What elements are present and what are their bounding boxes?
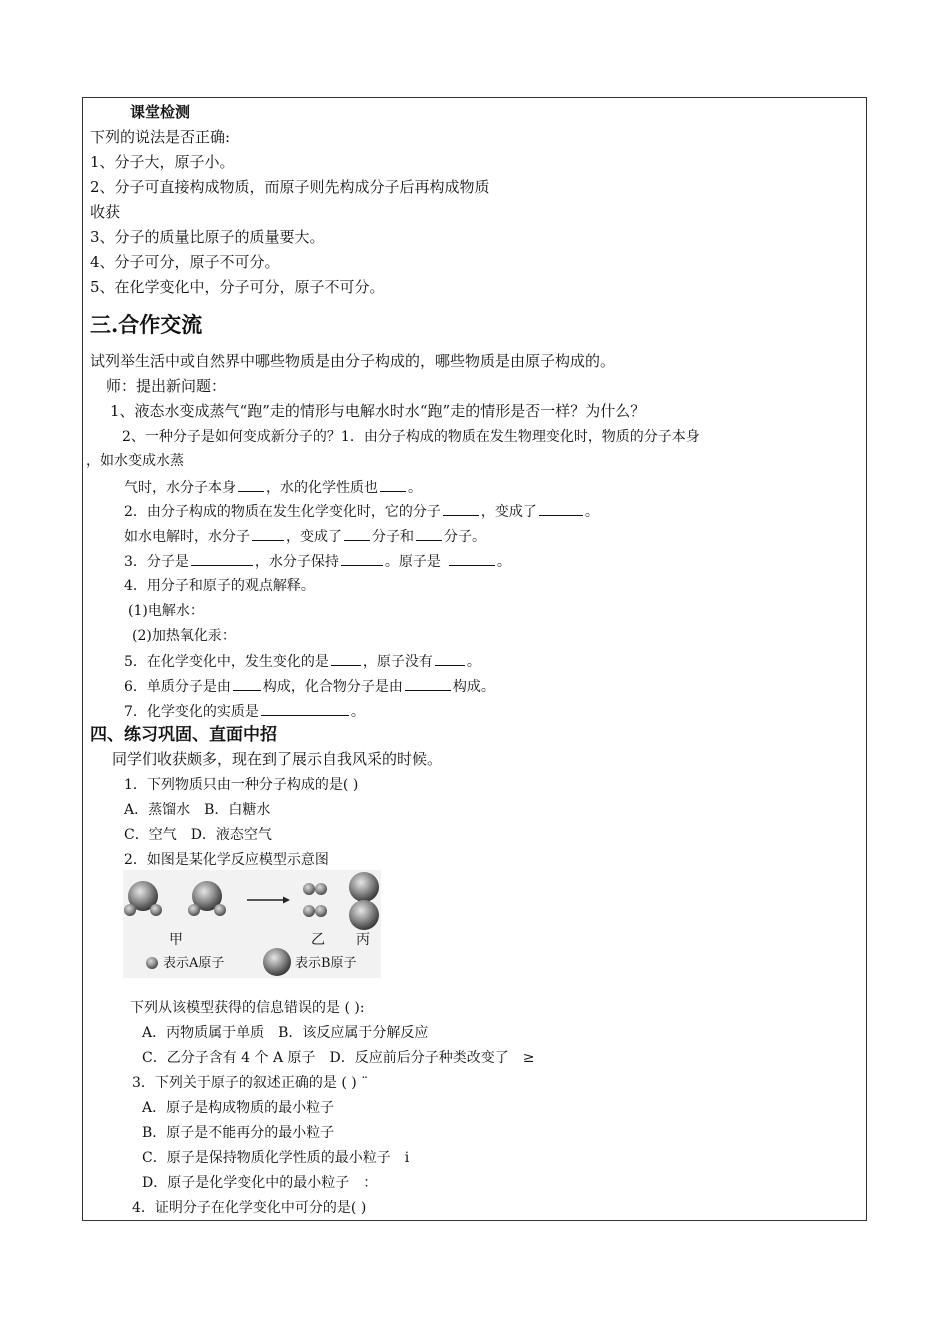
atom-a xyxy=(150,904,162,916)
practice-q3-d: D．原子是化学变化中的最小粒子 ： xyxy=(142,1175,378,1191)
blank[interactable] xyxy=(261,701,349,716)
practice-q1-ab: A．蒸馏水 B．白糖水 xyxy=(124,802,271,818)
blank[interactable] xyxy=(539,501,583,516)
fill-7-c: 构成。 xyxy=(452,679,495,695)
check-intro: 下列的说法是否正确: xyxy=(90,128,231,146)
atom-a xyxy=(315,905,327,917)
fill-4-c: 。原子是 xyxy=(384,554,441,570)
practice-q2-ask: 下列从该模型获得的信息错误的是 ( ): xyxy=(130,1000,365,1016)
blank[interactable] xyxy=(238,477,264,492)
fill-line-6 xyxy=(124,651,481,672)
check-item-4: 4、分子可分，原子不可分。 xyxy=(90,253,280,271)
practice-q3-a: A．原子是构成物质的最小粒子 xyxy=(142,1100,335,1116)
blank[interactable] xyxy=(191,551,253,566)
figure-label-jia: 甲 xyxy=(169,932,183,948)
blank[interactable] xyxy=(331,651,361,666)
legend-atom-b xyxy=(263,948,291,976)
atom-a xyxy=(188,904,200,916)
fill-6-b: ，原子没有 xyxy=(362,654,433,670)
atom-a xyxy=(315,883,327,895)
fill-2-c: 。 xyxy=(584,504,599,520)
fill-1-c: 。 xyxy=(408,480,422,496)
fill-8-a: 7．化学变化的实质是 xyxy=(124,704,259,720)
fill-line-5: 4．用分子和原子的观点解释。 xyxy=(124,578,315,594)
check-item-2: 2、分子可直接构成物质，而原子则先构成分子后再构成物质 xyxy=(90,178,490,196)
atom-a xyxy=(303,883,315,895)
check-item-3: 3、分子的质量比原子的质量要大。 xyxy=(90,228,325,246)
fill-line-4 xyxy=(124,551,511,572)
fill-line-2 xyxy=(124,501,599,522)
check-item-1: 1、分子大，原子小。 xyxy=(90,153,235,171)
fill-4-a: 3．分子是 xyxy=(124,554,189,570)
blank[interactable] xyxy=(380,477,406,492)
fill-line-7 xyxy=(124,676,495,697)
blank[interactable] xyxy=(405,676,451,691)
fill-8-b: 。 xyxy=(350,704,365,720)
fill-4-d: 。 xyxy=(496,554,511,570)
cooperate-teacher: 师：提出新问题： xyxy=(106,377,227,395)
figure-label-yi: 乙 xyxy=(311,932,325,948)
fill-line-5-2: (2)加热氧化汞： xyxy=(132,628,236,644)
legend-atom-a xyxy=(146,957,158,969)
fill-line-1 xyxy=(124,477,422,498)
fill-line-5-1: (1)电解水： xyxy=(128,603,204,619)
cooperate-q2-cont: ，如水变成水蒸 xyxy=(86,453,184,469)
fill-4-b: ，水分子保持 xyxy=(254,554,339,570)
reaction-model-figure xyxy=(123,870,381,978)
practice-title: 四、练习巩固、直面中招 xyxy=(90,725,277,745)
practice-q2: 2．如图是某化学反应模型示意图 xyxy=(124,852,329,868)
reaction-arrow-head xyxy=(283,897,290,904)
practice-q4: 4．证明分子在化学变化中可分的是( ) xyxy=(132,1200,367,1216)
atom-a xyxy=(124,904,136,916)
blank[interactable] xyxy=(233,676,261,691)
atom-b xyxy=(349,900,379,930)
check-item-5: 5、在化学变化中，分子可分，原子不可分。 xyxy=(90,278,385,296)
cooperate-line1: 试列举生活中或自然界中哪些物质是由分子构成的，哪些物质是由原子构成的。 xyxy=(90,352,616,370)
cooperate-q2: 2、一种分子是如何变成新分子的？1．由分子构成的物质在发生物理变化时，物质的分子本身 xyxy=(122,429,700,445)
practice-q1: 1．下列物质只由一种分子构成的是( ) xyxy=(124,777,359,793)
practice-q2-ab: A．丙物质属于单质 B．该反应属于分解反应 xyxy=(142,1025,429,1041)
fill-2-b: ，变成了 xyxy=(480,504,537,520)
fill-line-3 xyxy=(124,526,486,547)
blank[interactable] xyxy=(344,526,370,541)
practice-q3-b: B．原子是不能再分的最小粒子 xyxy=(142,1125,335,1141)
check-item-harvest: 收获 xyxy=(90,203,121,221)
practice-q3-c: C．原子是保持物质化学性质的最小粒子 i xyxy=(142,1150,410,1166)
figure-label-bing: 丙 xyxy=(356,932,370,948)
practice-q2-cd: C．乙分子含有 4 个 A 原子 D．反应前后分子种类改变了 ≥ xyxy=(142,1050,535,1066)
legend-b-label: 表示B原子 xyxy=(295,956,357,971)
blank[interactable] xyxy=(341,551,383,566)
fill-2-a: 2．由分子构成的物质在发生化学变化时，它的分子 xyxy=(124,504,441,520)
cooperate-title: 三.合作交流 xyxy=(90,312,203,337)
fill-3-c: 分子和 xyxy=(372,529,414,545)
blank[interactable] xyxy=(416,526,442,541)
blank[interactable] xyxy=(435,651,465,666)
fill-line-8 xyxy=(124,701,365,722)
practice-q3: 3．下列关于原子的叙述正确的是 ( ) ¨ xyxy=(132,1075,369,1091)
fill-3-d: 分子。 xyxy=(444,529,486,545)
blank[interactable] xyxy=(449,551,495,566)
atom-a xyxy=(303,905,315,917)
fill-1-a: 气时，水分子本身 xyxy=(124,480,236,496)
fill-7-b: 构成，化合物分子是由 xyxy=(262,679,403,695)
atom-b xyxy=(349,872,379,902)
fill-1-b: ，水的化学性质也 xyxy=(266,480,378,496)
blank[interactable] xyxy=(252,526,284,541)
blank[interactable] xyxy=(443,501,479,516)
atom-a xyxy=(214,904,226,916)
fill-7-a: 6．单质分子是由 xyxy=(124,679,231,695)
legend-a-label: 表示A原子 xyxy=(163,956,225,971)
check-title: 课堂检测 xyxy=(130,103,191,121)
practice-intro: 同学们收获颇多，现在到了展示自我风采的时候。 xyxy=(112,750,443,768)
practice-q1-cd: C．空气 D．液态空气 xyxy=(124,827,272,843)
fill-3-b: ，变成了 xyxy=(286,529,342,545)
fill-3-a: 如水电解时，水分子 xyxy=(124,529,250,545)
fill-6-a: 5．在化学变化中，发生变化的是 xyxy=(124,654,329,670)
fill-6-c: 。 xyxy=(466,654,481,670)
cooperate-q1: 1、液态水变成蒸气“跑”走的情形与电解水时水“跑”走的情形是否一样？为什么？ xyxy=(110,402,646,420)
